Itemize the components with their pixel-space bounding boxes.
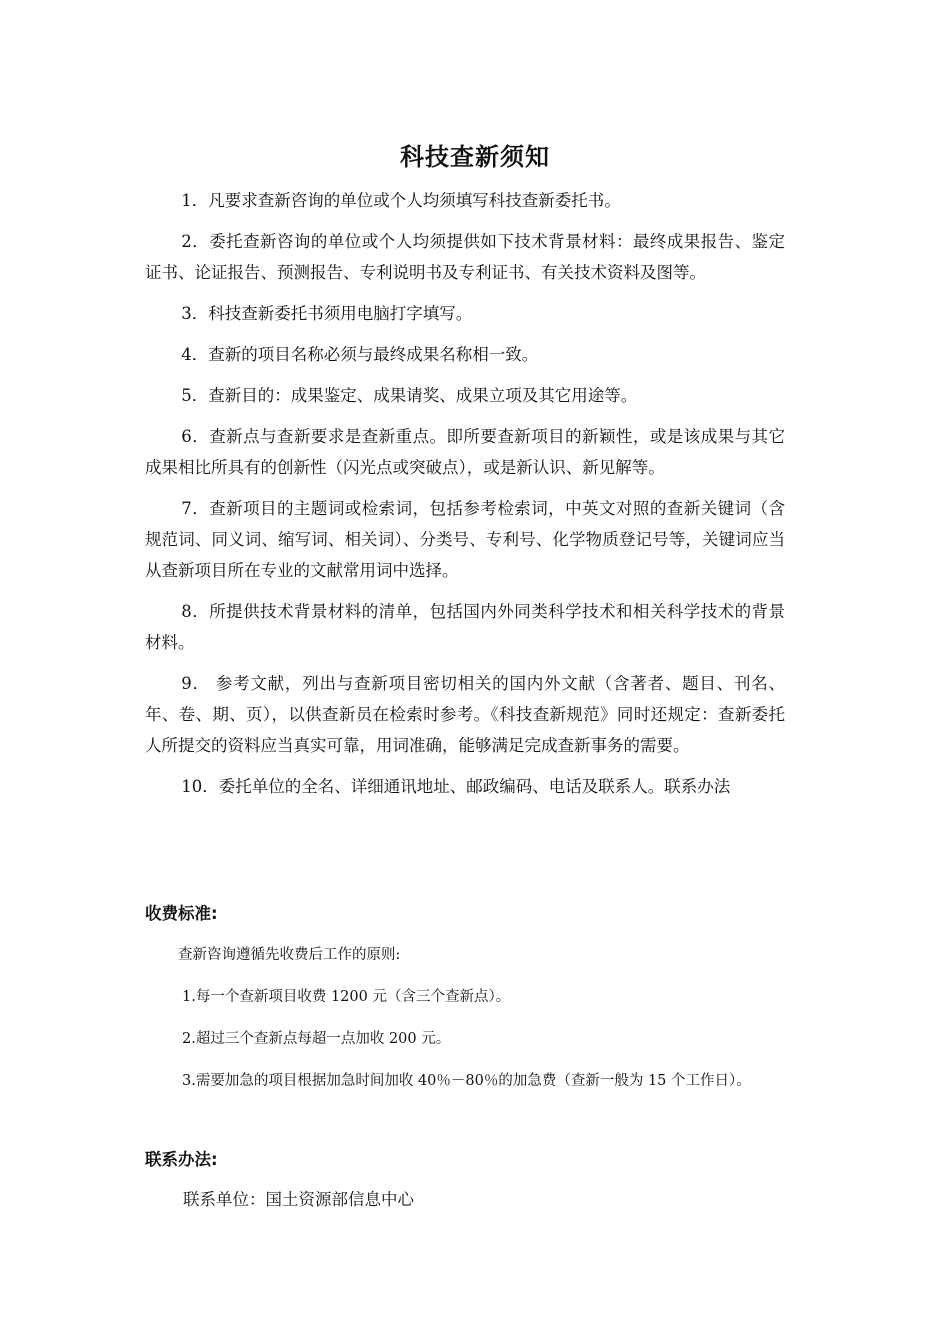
notice-item-4: 4．查新的项目名称必须与最终成果名称相一致。 xyxy=(181,345,539,364)
notice-item-7: 7．查新项目的主题词或检索词，包括参考检索词，中英文对照的查新关键词（含规范词、同义词、缩写词、相关词）、分类号、专利号、化学物质登记号等，关键词应当从查新项目所在专业的文献常用词中选择。 xyxy=(145,499,785,580)
contact-info xyxy=(183,1186,414,1214)
fee-item-1: 1.每一个查新项目收费 1200 元（含三个查新点）。 xyxy=(182,989,511,1005)
notice-item-9: 9． 参考文献，列出与查新项目密切相关的国内外文献（含著者、题目、刊名、年、卷、期、页），以供查新员在检索时参考。《科技查新规范》同时还规定：查新委托人所提交的资料应当真实可靠，用词准确，能够满足完成查新事务的需要。 xyxy=(145,674,785,755)
fee-item-3: 3.需要加急的项目根据加急时间加收 40％－80％的加急费（查新一般为 15 个工作日）。 xyxy=(182,1073,751,1089)
notice-item-10: 10．委托单位的全名、详细通讯地址、邮政编码、电话及联系人。联系办法 xyxy=(181,777,731,796)
fee-item-2: 2.超过三个查新点每超一点加收 200 元。 xyxy=(182,1031,451,1047)
contact-unit-label: 联系单位： xyxy=(183,1190,266,1209)
notice-item-1: 1．凡要求查新咨询的单位或个人均须填写科技查新委托书。 xyxy=(181,191,621,210)
contact-heading: 联系办法: xyxy=(145,1150,218,1169)
fees-list xyxy=(118,942,783,1094)
notice-item-8: 8．所提供技术背景材料的清单，包括国内外同类科学技术和相关科学技术的背景材料。 xyxy=(145,602,785,652)
fees-intro: 查新咨询遵循先收费后工作的原则: xyxy=(178,947,401,963)
contact-unit-value: 国土资源部信息中心 xyxy=(265,1190,414,1209)
notice-item-3: 3．科技查新委托书须用电脑打字填写。 xyxy=(181,304,473,323)
notice-item-2: 2．委托查新咨询的单位或个人均须提供如下技术背景材料：最终成果报告、鉴定证书、论证报告、预测报告、专利说明书及专利证书、有关技术资料及图等。 xyxy=(145,232,785,282)
notice-item-5: 5．查新目的：成果鉴定、成果请奖、成果立项及其它用途等。 xyxy=(181,386,638,405)
fees-heading: 收费标准: xyxy=(145,904,218,923)
notice-list xyxy=(145,185,785,812)
page-title: 科技查新须知 xyxy=(400,143,550,171)
notice-item-6: 6．查新点与查新要求是查新重点。即所要查新项目的新颖性，或是该成果与其它成果相比所具有的创新性（闪光点或突破点），或是新认识、新见解等。 xyxy=(145,427,785,477)
